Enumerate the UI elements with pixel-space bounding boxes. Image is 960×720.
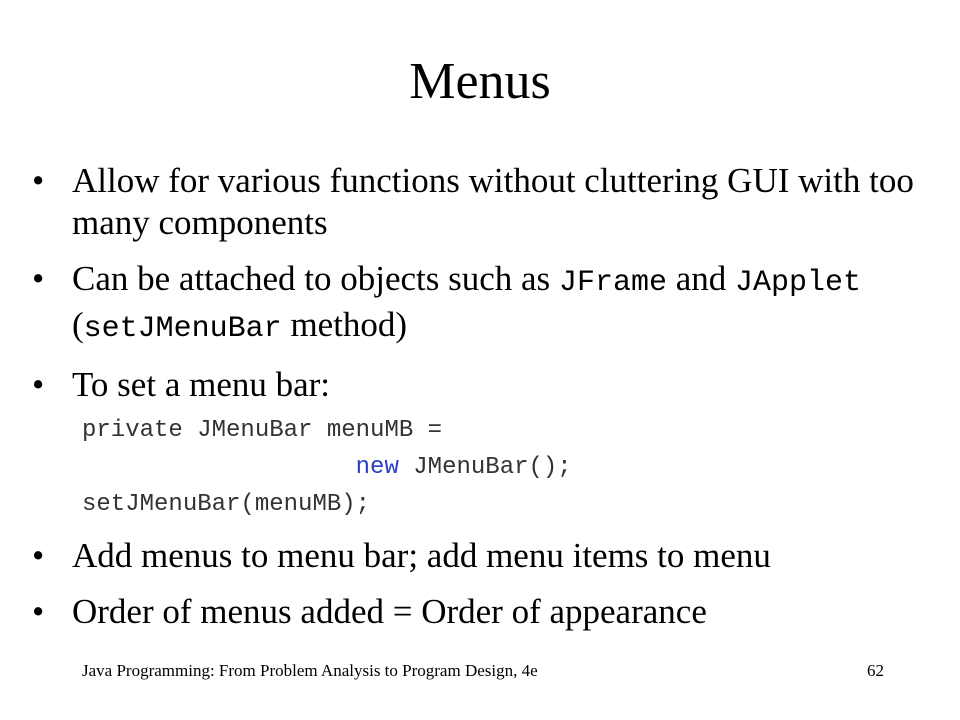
bullet-item [32,591,932,633]
bullet-item [32,364,932,406]
code-line-3: setJMenuBar(menuMB); [82,491,371,518]
bullet-text-paren: ( [72,305,84,344]
code-jframe: JFrame [558,266,667,300]
bullet-item [32,258,932,350]
code-setjmenubar: setJMenuBar [83,312,282,346]
code-japplet: JApplet [735,266,862,300]
code-block [82,412,932,523]
footer-source: Java Programming: From Problem Analysis to Program Design, 4e [82,661,538,680]
bullet-dot: • [32,161,45,200]
bullet-text: To set a menu bar: [72,365,331,404]
bullet-text-post: method) [281,305,408,344]
code-indent [82,454,356,481]
bullet-dot: • [32,365,45,404]
bullet-dot: • [32,592,45,631]
bullet-text: Add menus to menu bar; add menu items to menu [72,536,771,575]
bullet-item [32,160,932,244]
code-keyword-new: new [355,454,399,481]
code-line-2 [82,449,932,486]
bullet-dot: • [32,536,45,575]
bullet-dot: • [32,259,45,298]
bullet-text-pre: Can be attached to objects such as [72,259,559,298]
code-line-1: private JMenuBar menuMB = [82,417,443,444]
bullet-text: Allow for various functions without cluttering GUI with too many components [72,161,914,242]
slide-title: Menus [409,53,551,110]
bullet-item [32,535,932,577]
code-line-2-rest: JMenuBar(); [398,454,572,481]
bullet-text: Order of menus added = Order of appearance [72,592,707,631]
bullet-text-mid: and [666,259,736,298]
page-number: 62 [867,661,884,680]
bullet-list [32,160,932,647]
